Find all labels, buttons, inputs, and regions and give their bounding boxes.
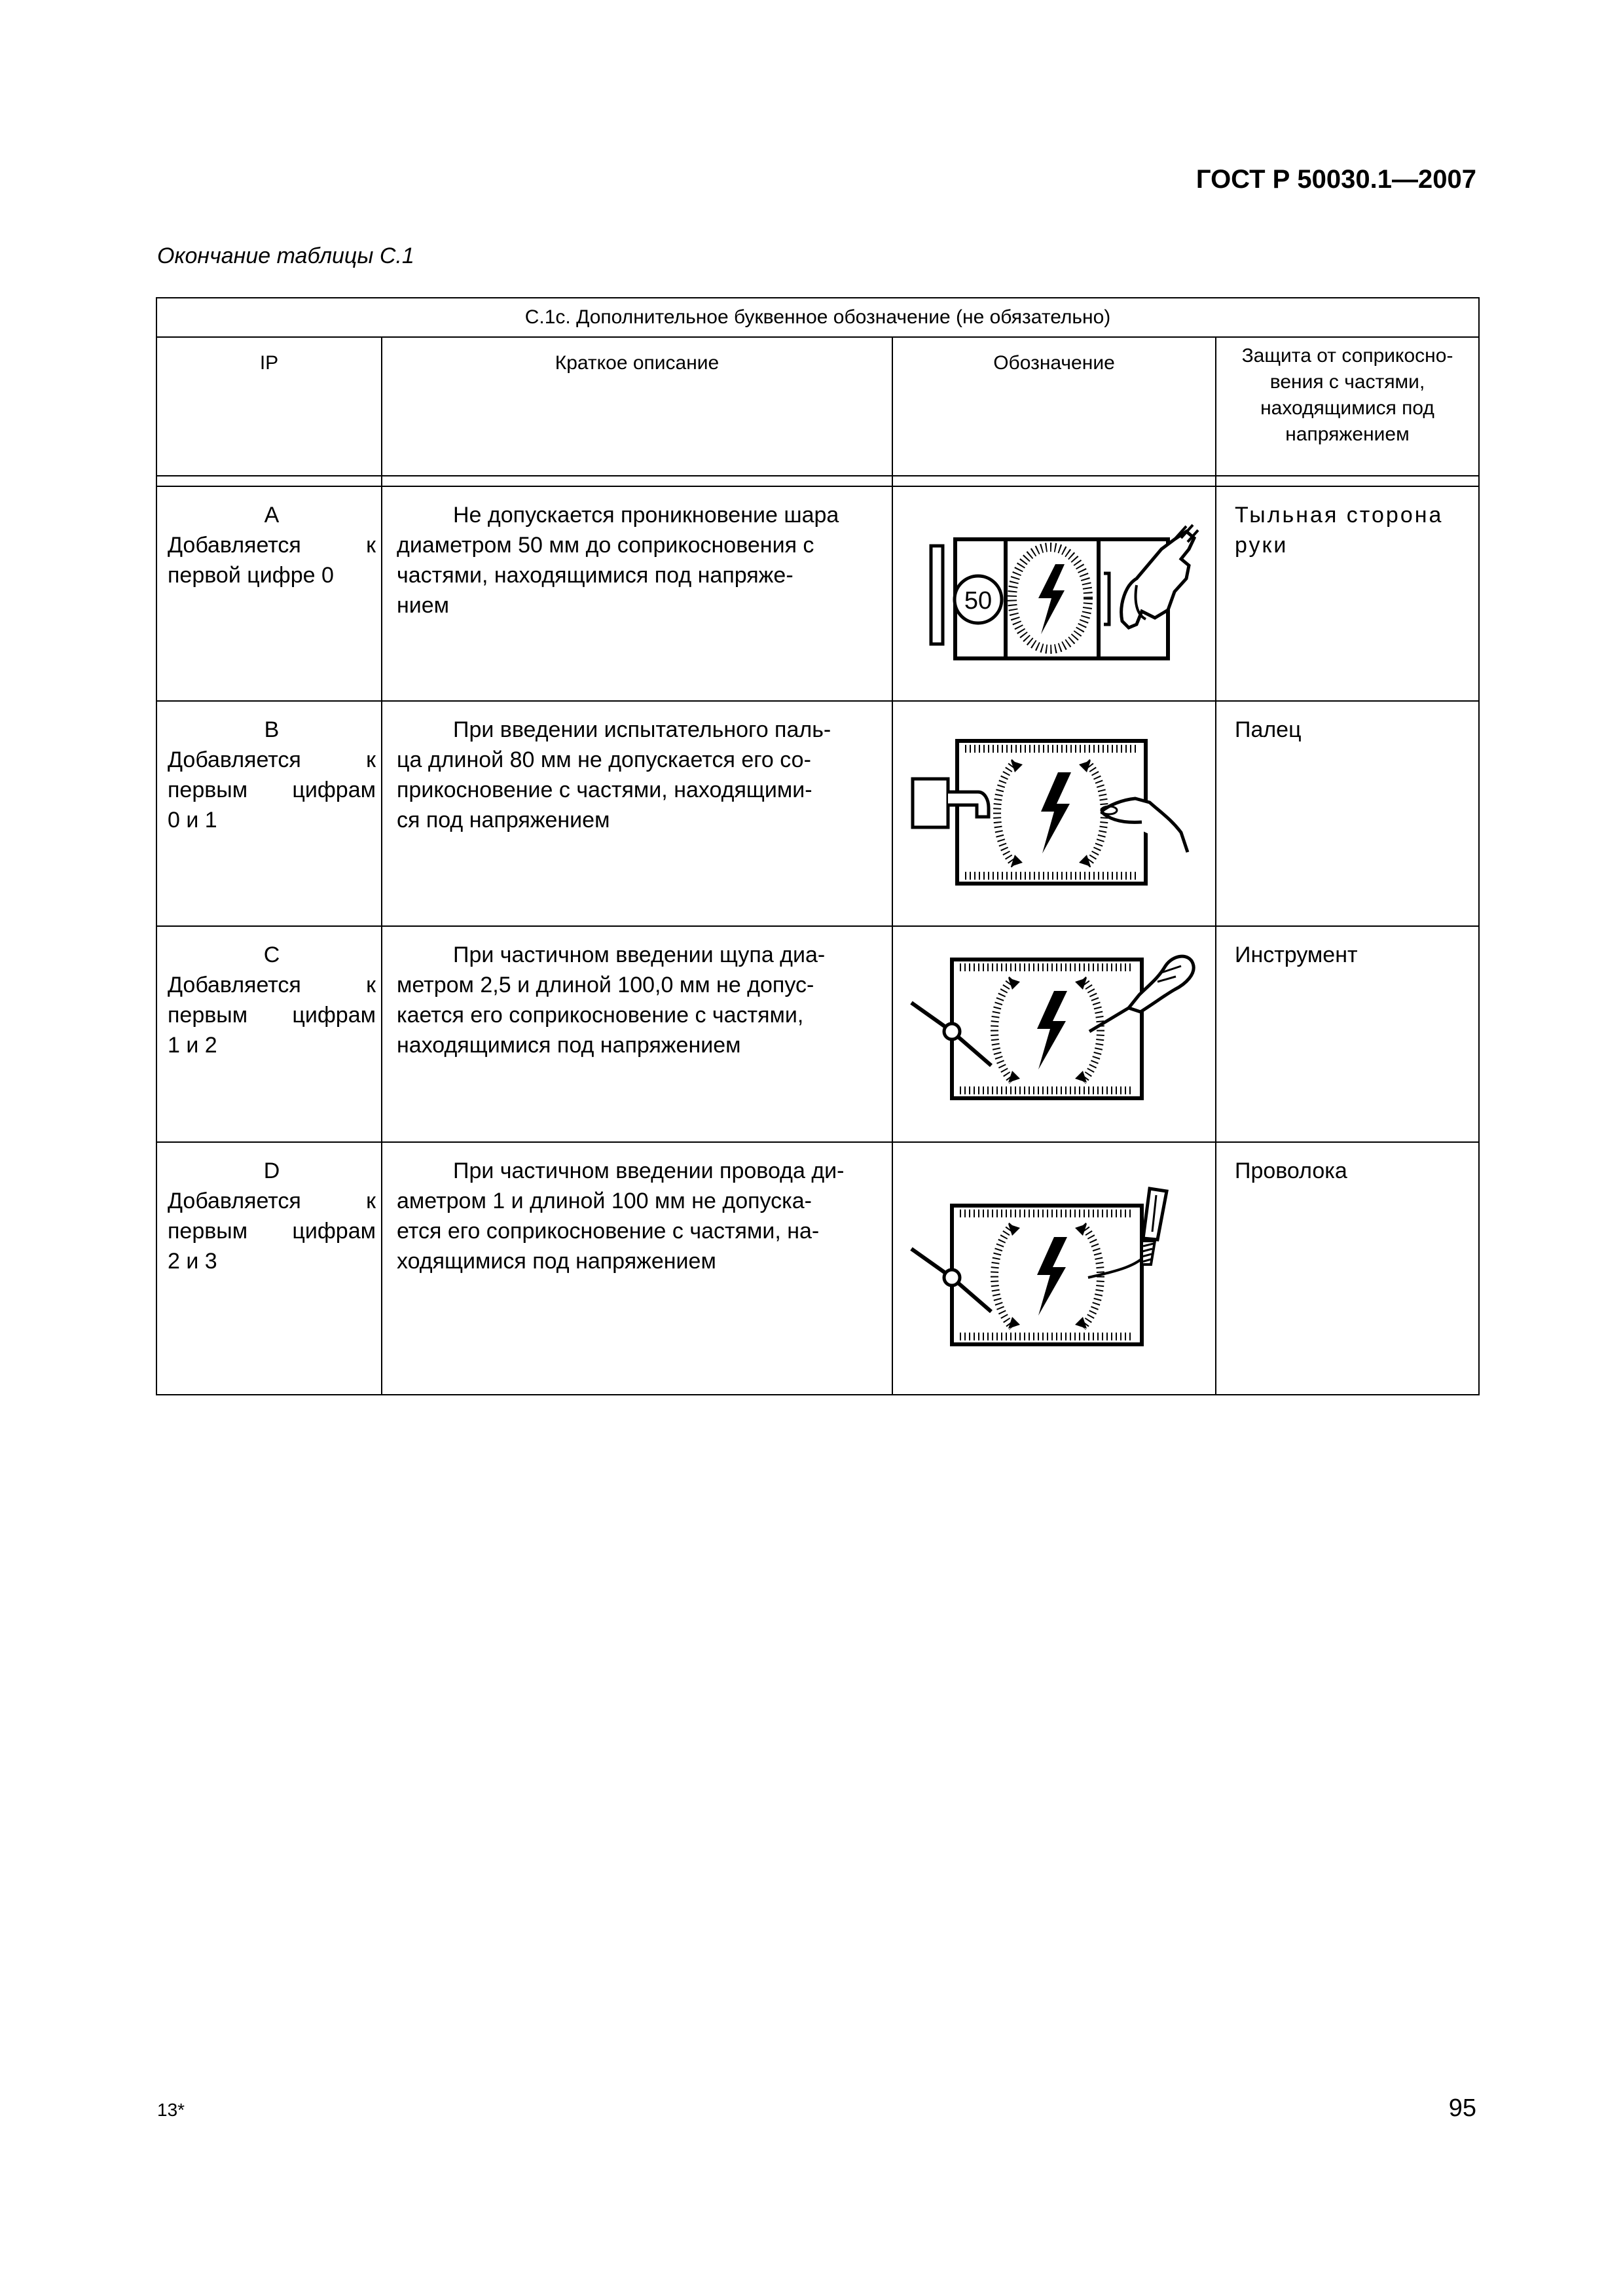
ip-cell	[156, 1142, 382, 1395]
description-cell	[382, 926, 892, 1142]
protection-cell	[1216, 701, 1479, 926]
ip-text: Добавляется к	[168, 747, 376, 772]
table-row-d	[156, 1142, 1479, 1395]
table-row-c	[156, 926, 1479, 1142]
description-cell	[382, 701, 892, 926]
header-ip: IP	[156, 337, 382, 476]
page-number: 95	[1448, 2094, 1476, 2122]
description-line: ся под напряжением	[397, 808, 610, 833]
description-line: Не допускается проникновение шара	[453, 503, 839, 528]
table-row-a	[156, 486, 1479, 701]
description-line: При введении испытательного паль-	[453, 717, 831, 742]
protection-cell	[1216, 926, 1479, 1142]
table-caption: Окончание таблицы С.1	[157, 243, 414, 268]
symbol-cell	[892, 926, 1216, 1142]
header-protection	[1216, 337, 1479, 476]
description-line: частями, находящимися под напряже-	[397, 563, 793, 588]
protection-text: Тыльная сторона руки	[1235, 503, 1444, 558]
symbol-cell	[892, 701, 1216, 926]
standard-number: ГОСТ Р 50030.1—2007	[1195, 165, 1476, 194]
ip-text: 0 и 1	[168, 808, 217, 833]
protection-cell	[1216, 486, 1479, 701]
ip-text: первым цифрам	[168, 1219, 376, 1244]
description-line: кается его соприкосновение с частями,	[397, 1003, 804, 1028]
protection-text: Палец	[1235, 717, 1302, 742]
ip-letter-table	[156, 297, 1480, 1395]
description-line: При частичном введении провода ди-	[453, 1158, 845, 1183]
symbol-cell	[892, 1142, 1216, 1395]
ip-text: первой цифре 0	[168, 563, 334, 588]
protection-cell	[1216, 1142, 1479, 1395]
description-cell	[382, 1142, 892, 1395]
header-protection-line: Защита от соприкосно-	[1241, 345, 1453, 367]
description-line: При частичном введении щупа диа-	[453, 942, 826, 967]
ip-cell	[156, 926, 382, 1142]
description-line: ца длиной 80 мм не допускается его со-	[397, 747, 811, 772]
description-line: находящимися под напряжением	[397, 1033, 741, 1058]
ip-text: Добавляется к	[168, 1189, 376, 1213]
ip-text: первым цифрам	[168, 778, 376, 802]
footer-sheet-mark: 13*	[157, 2100, 185, 2120]
ip-text: Добавляется к	[168, 533, 376, 558]
header-protection-line: напряжением	[1285, 423, 1410, 445]
ip-letter: A	[264, 503, 280, 528]
ip-cell	[156, 701, 382, 926]
description-line: метром 2,5 и длиной 100,0 мм не допус-	[397, 973, 814, 997]
ball-diameter-label: 50	[964, 587, 993, 615]
symbol-cell	[892, 486, 1216, 701]
ip-text: 2 и 3	[168, 1249, 217, 1274]
ip-letter: C	[263, 942, 280, 967]
header-protection-line: вения с частями,	[1269, 371, 1425, 393]
ip-cell	[156, 486, 382, 701]
header-protection-line: находящимися под	[1260, 397, 1434, 419]
protection-text: Инструмент	[1235, 942, 1358, 967]
description-line: нием	[397, 593, 450, 618]
tool-symbol	[893, 927, 1216, 1143]
back-of-hand-ball-symbol	[893, 487, 1216, 702]
description-line: ется его соприкосновение с частями, на-	[397, 1219, 820, 1244]
description-cell	[382, 486, 892, 701]
ip-text: Добавляется к	[168, 973, 376, 997]
header-description: Краткое описание	[382, 337, 892, 476]
table-title: С.1с. Дополнительное буквенное обозначение (не обязательно)	[156, 298, 1479, 337]
description-line: ходящимися под напряжением	[397, 1249, 716, 1274]
header-symbol: Обозначение	[892, 337, 1216, 476]
description-line: аметром 1 и длиной 100 мм не допуска-	[397, 1189, 812, 1213]
description-line: диаметром 50 мм до соприкосновения с	[397, 533, 814, 558]
table-row-b	[156, 701, 1479, 926]
ip-text: первым цифрам	[168, 1003, 376, 1028]
ip-letter: D	[263, 1158, 280, 1183]
ip-letter: B	[264, 717, 280, 742]
wire-symbol	[893, 1143, 1216, 1395]
protection-text: Проволока	[1235, 1158, 1347, 1183]
finger-symbol	[893, 702, 1216, 927]
ip-text: 1 и 2	[168, 1033, 217, 1058]
description-line: прикосновение с частями, находящими-	[397, 778, 812, 802]
